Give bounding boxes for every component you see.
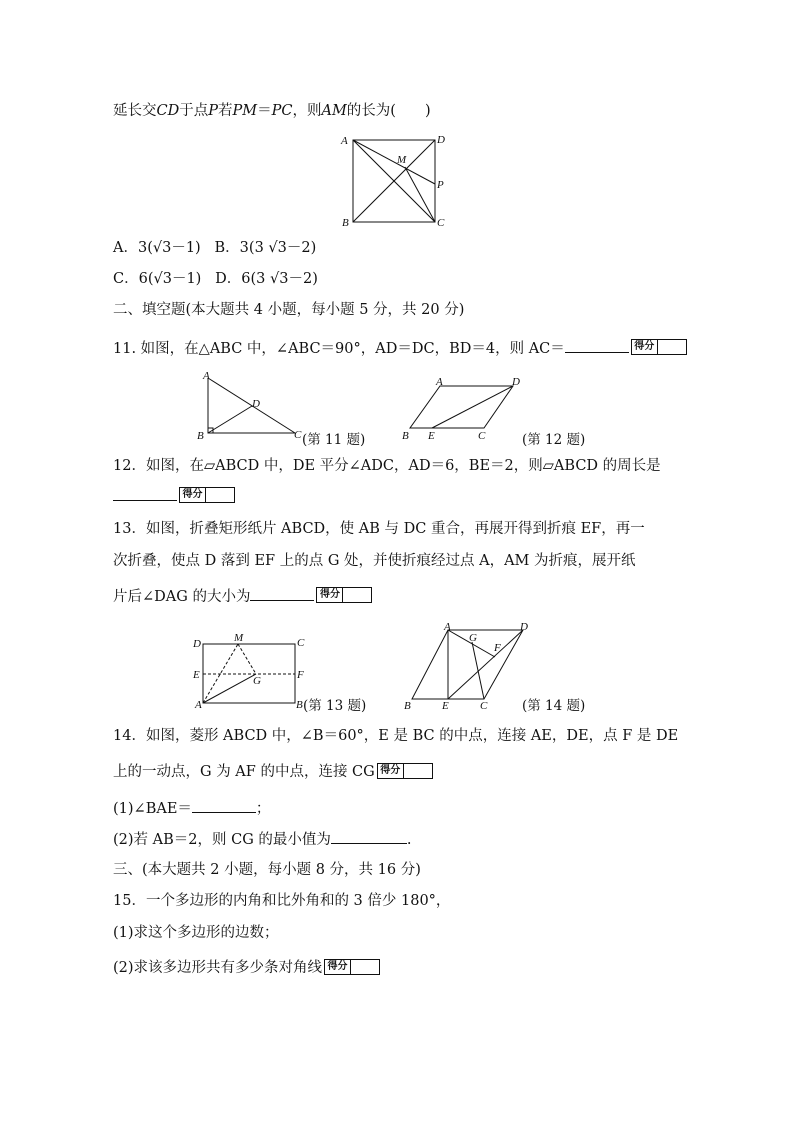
q15-stem: 15．一个多边形的内角和比外角和的 3 倍少 180°， xyxy=(113,893,451,909)
q14-sub1: (1)∠BAE＝ ； xyxy=(113,798,270,819)
q11-caption: (第 11 题) xyxy=(302,432,366,448)
q11-answer-blank[interactable] xyxy=(565,338,629,353)
q14-label-c: C xyxy=(480,700,488,712)
q13-label-b: B xyxy=(296,699,303,711)
q14-label-e: E xyxy=(442,700,449,712)
q12-figure xyxy=(398,374,528,442)
q13-label-a: A xyxy=(195,699,202,711)
section-2-heading: 二、填空题(本大题共 4 小题，每小题 5 分，共 20 分) xyxy=(113,302,465,318)
q13-score-box[interactable]: 得分 xyxy=(316,587,372,603)
q11-score-box[interactable]: 得分 xyxy=(631,339,687,355)
q13-label-g: G xyxy=(253,675,261,687)
q12-label-a: A xyxy=(436,376,443,388)
q10-label-d: D xyxy=(437,134,445,146)
q10-stem: 延长交CD于点P若PM＝PC，则AM的长为( ) xyxy=(113,103,431,119)
q12-label-b: B xyxy=(402,430,409,442)
q14-label-a: A xyxy=(444,621,451,633)
q10-option-a: A．3(√3－1) xyxy=(113,240,201,256)
q13-label-e: E xyxy=(193,669,200,681)
q10-options-row1 xyxy=(113,238,316,258)
q11-label-c: C xyxy=(294,429,302,441)
q11-figure xyxy=(195,368,310,444)
q10-label-m: M xyxy=(397,154,407,166)
q13-caption: (第 13 题) xyxy=(303,698,367,714)
q15-sub2: (2)求该多边形共有多少条对角线 得分 xyxy=(113,958,380,978)
q15-score-box[interactable]: 得分 xyxy=(324,959,380,975)
q13-label-m: M xyxy=(234,632,244,644)
q13-label-d: D xyxy=(193,638,201,650)
q13-label-f: F xyxy=(297,669,304,681)
q11-label-b: B xyxy=(197,430,204,442)
q10-option-b: B．3(3 √3－2) xyxy=(214,240,317,256)
q14-label-b: B xyxy=(404,700,411,712)
section-3-heading: 三、(本大题共 2 小题，每小题 8 分，共 16 分) xyxy=(113,862,421,878)
q14-label-d: D xyxy=(520,621,528,633)
q13-stem-line2: 次折叠，使点 D 落到 EF 上的点 G 处，并使折痕经过点 A，AM 为折痕，展开纸 xyxy=(113,553,636,569)
q10-options-row2 xyxy=(113,269,318,289)
q12-score-box[interactable]: 得分 xyxy=(179,487,235,503)
q12-label-c: C xyxy=(478,430,486,442)
q12-stem: 12．如图，在▱ABCD 中，DE 平分∠ADC，AD＝6，BE＝2，则▱ABCD 的周长是 xyxy=(113,458,661,474)
q10-label-b: B xyxy=(342,217,349,229)
q14-sub2-blank[interactable] xyxy=(331,829,407,844)
q10-option-c: C．6(√3－1) xyxy=(113,271,202,287)
q14-figure xyxy=(402,620,532,712)
q11-stem: 11. 如图，在△ABC 中，∠ABC＝90°，AD＝DC，BD＝4，则 AC＝ 得分 xyxy=(113,338,687,359)
q15-sub1: (1)求这个多边形的边数； xyxy=(113,925,279,941)
q11-label-d: D xyxy=(252,398,260,410)
q14-stem-line1: 14．如图，菱形 ABCD 中，∠B＝60°，E 是 BC 的中点，连接 AE，DE，点 F 是 DE xyxy=(113,728,679,744)
q13-stem-line1: 13．如图，折叠矩形纸片 ABCD，使 AB 与 DC 重合，再展开得到折痕 EF，再一 xyxy=(113,521,645,537)
q13-stem-line3: 片后∠DAG 的大小为 得分 xyxy=(113,586,372,607)
q14-stem-line2: 上的一动点，G 为 AF 的中点，连接 CG 得分 xyxy=(113,762,433,782)
q10-option-d: D．6(3 √3－2) xyxy=(215,271,318,287)
q14-sub1-blank[interactable] xyxy=(192,798,256,813)
q10-label-p: P xyxy=(437,179,444,191)
q14-label-g: G xyxy=(469,632,477,644)
q13-answer-blank[interactable] xyxy=(250,586,314,601)
q13-figure xyxy=(190,630,315,712)
q11-label-a: A xyxy=(203,370,210,382)
q10-label-a: A xyxy=(341,135,348,147)
q14-caption: (第 14 题) xyxy=(522,698,586,714)
q13-label-c: C xyxy=(297,637,305,649)
q12-answer-blank[interactable] xyxy=(113,486,177,501)
q14-score-box[interactable]: 得分 xyxy=(377,763,433,779)
q14-label-f: F xyxy=(494,642,501,654)
q12-label-d: D xyxy=(512,376,520,388)
q12-answer-line xyxy=(113,486,235,507)
q14-sub2: (2)若 AB＝2，则 CG 的最小值为 . xyxy=(113,829,412,850)
q12-label-e: E xyxy=(428,430,435,442)
q12-caption: (第 12 题) xyxy=(522,432,586,448)
q10-label-c: C xyxy=(437,217,445,229)
q10-figure xyxy=(335,130,455,230)
